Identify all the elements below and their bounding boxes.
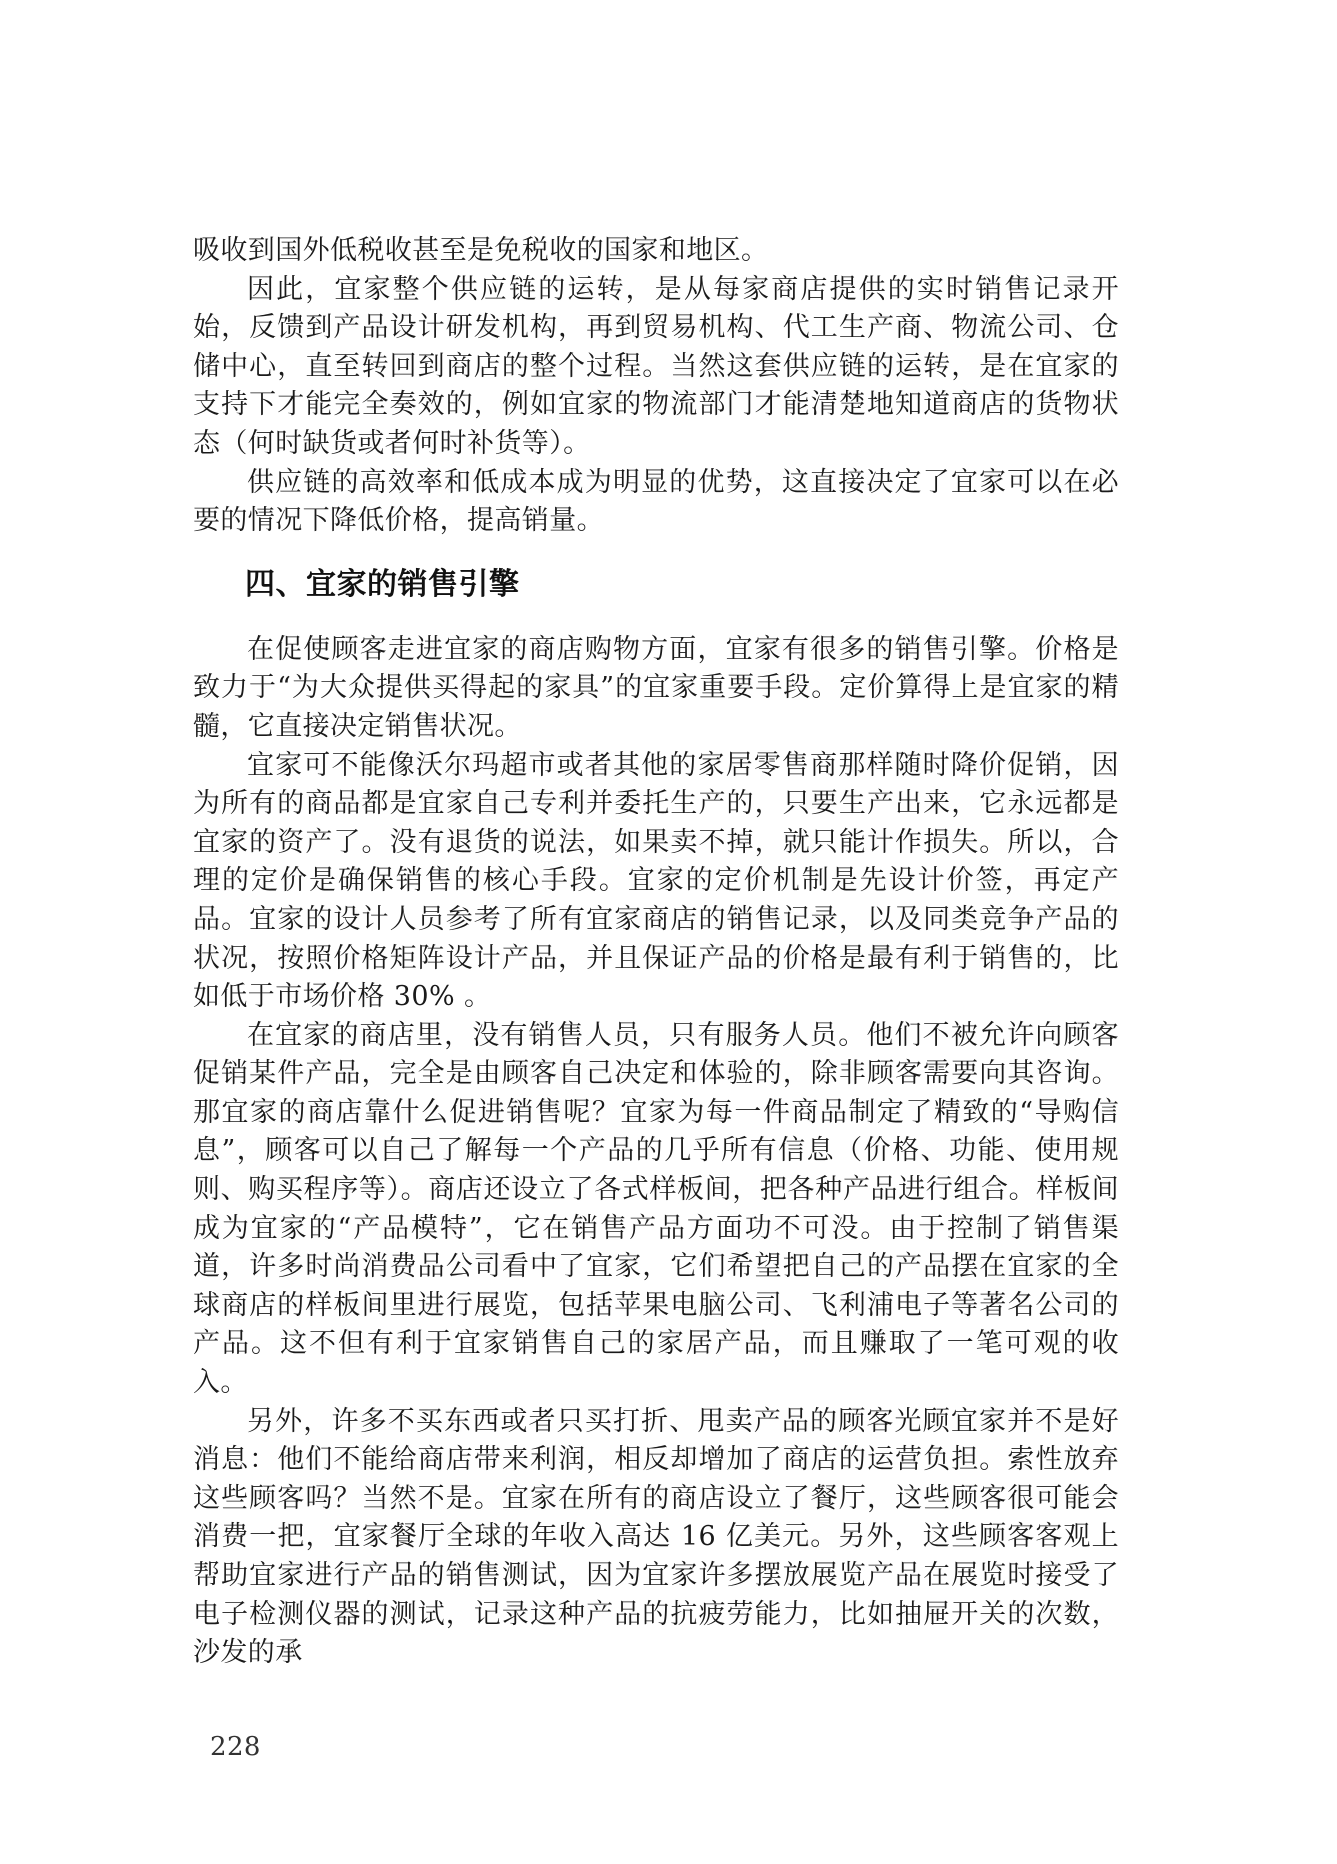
paragraph-supply-chain: 因此，宜家整个供应链的运转，是从每家商店提供的实时销售记录开始，反馈到产品设计研发机构，再到贸易机构、代工生产商、物流公司、仓储中心，直至转回到商店的整个过程。当然这套供应链的运转，是在宜家的支持下才能完全奏效的，例如宜家的物流部门才能清楚地知道商店的货物状态（何时缺货或者何时补货等）。 <box>193 273 1119 459</box>
paragraph-restaurant: 另外，许多不买东西或者只买打折、甩卖产品的顾客光顾宜家并不是好消息：他们不能给商店带来利润，相反却增加了商店的运营负担。索性放弃这些顾客吗？当然不是。宜家在所有的商店设立了餐厅，这些顾客很可能会消费一把，宜家餐厅全球的年收入高达 16 亿美元。另外，这些顾客客观上帮助宜家进行产品的销售测试，因为宜家许多摆放展览产品在展览时接受了电子检测仪器的测试，记录这种产品的抗疲劳能力，比如抽屉开关的次数，沙发的承 <box>193 1405 1119 1669</box>
section-heading: 四、宜家的销售引擎 <box>245 566 520 602</box>
paragraph-cost-advantage: 供应链的高效率和低成本成为明显的优势，这直接决定了宜家可以在必要的情况下降低价格，提高销量。 <box>193 466 1119 537</box>
paragraph-pricing: 宜家可不能像沃尔玛超市或者其他的家居零售商那样随时降价促销，因为所有的商品都是宜家自己专利并委托生产的，只要生产出来，它永远都是宜家的资产了。没有退货的说法，如果卖不掉，就只能计作损失。所以，合理的定价是确保销售的核心手段。宜家的定价机制是先设计价签，再定产品。宜家的设计人员参考了所有宜家商店的销售记录，以及同类竞争产品的状况，按照价格矩阵设计产品，并且保证产品的价格是最有利于销售的，比如低于市场价格 30% 。 <box>193 749 1119 1013</box>
page-number: 228 <box>210 1732 261 1762</box>
paragraph-continuation: 吸收到国外低税收甚至是免税收的国家和地区。 <box>193 235 769 266</box>
paragraph-sales-engines: 在促使顾客走进宜家的商店购物方面，宜家有很多的销售引擎。价格是致力于“为大众提供买得起的家具”的宜家重要手段。定价算得上是宜家的精髓，它直接决定销售状况。 <box>193 633 1119 742</box>
paragraph-showrooms: 在宜家的商店里，没有销售人员，只有服务人员。他们不被允许向顾客促销某件产品，完全是由顾客自己决定和体验的，除非顾客需要向其咨询。那宜家的商店靠什么促进销售呢？宜家为每一件商品制定了精致的“导购信息”，顾客可以自己了解每一个产品的几乎所有信息（价格、功能、使用规则、购买程序等）。商店还设立了各式样板间，把各种产品进行组合。样板间成为宜家的“产品模特”，它在销售产品方面功不可没。由于控制了销售渠道，许多时尚消费品公司看中了宜家，它们希望把自己的产品摆在宜家的全球商店的样板间里进行展览，包括苹果电脑公司、飞利浦电子等著名公司的产品。这不但有利于宜家销售自己的家居产品，而且赚取了一笔可观的收入。 <box>193 1019 1119 1399</box>
